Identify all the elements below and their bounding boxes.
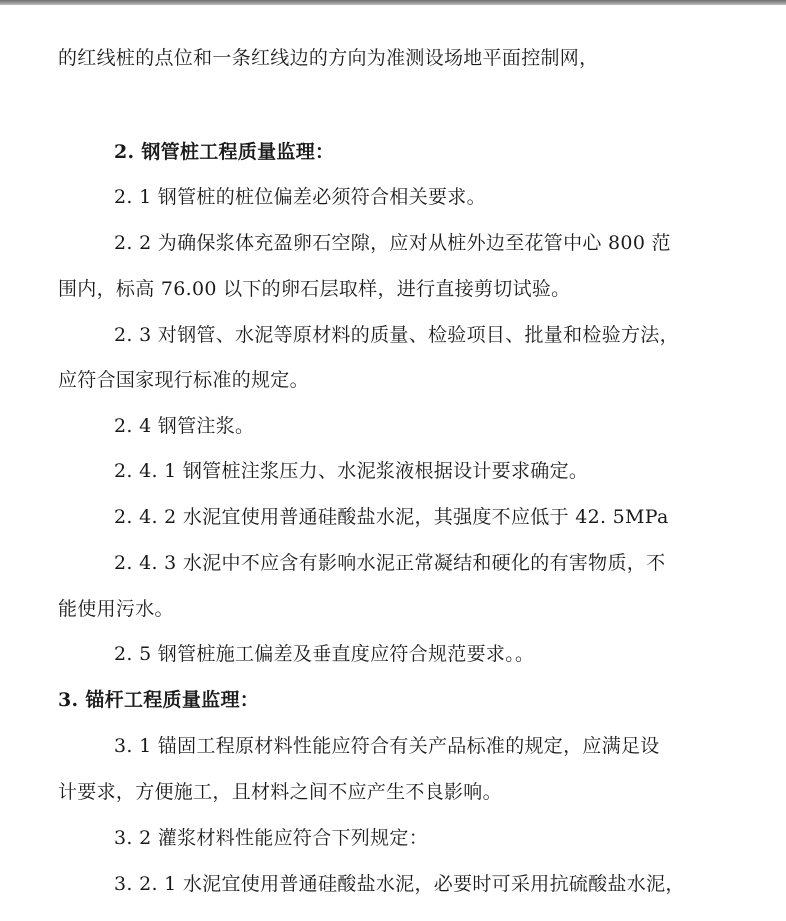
text-line-2-4-3: 2. 4. 3 水泥中不应含有影响水泥正常凝结和硬化的有害物质，不 bbox=[114, 552, 666, 574]
text-line-2-2-cont: 围内，标高 76.00 以下的卵石层取样，进行直接剪切试验。 bbox=[58, 278, 571, 300]
text-line-3-1-cont: 计要求，方便施工，且材料之间不应产生不良影响。 bbox=[58, 781, 502, 803]
section-heading-2: 2. 钢管桩工程质量监理： bbox=[114, 141, 335, 163]
section-heading-3: 3. 锚杆工程质量监理： bbox=[58, 689, 260, 711]
text-line-3-1: 3. 1 锚固工程原材料性能应符合有关产品标准的规定，应满足设 bbox=[114, 735, 660, 757]
text-line-3-2: 3. 2 灌浆材料性能应符合下列规定： bbox=[114, 827, 428, 849]
text-line-3-2-1: 3. 2. 1 水泥宜使用普通硅酸盐水泥，必要时可采用抗硫酸盐水泥， bbox=[114, 873, 685, 895]
text-line-1: 的红线桩的点位和一条红线边的方向为准测设场地平面控制网， bbox=[58, 47, 599, 69]
text-line-2-2: 2. 2 为确保浆体充盈卵石空隙，应对从桩外边至花管中心 800 范 bbox=[114, 232, 671, 254]
text-line-2-3-cont: 应符合国家现行标准的规定。 bbox=[58, 369, 309, 391]
text-line-2-4: 2. 4 钢管注浆。 bbox=[114, 415, 255, 437]
text-line-2-3: 2. 3 对钢管、水泥等原材料的质量、检验项目、批量和检验方法， bbox=[114, 324, 679, 346]
text-line-2-4-1: 2. 4. 1 钢管桩注浆压力、水泥浆液根据设计要求确定。 bbox=[114, 460, 589, 482]
text-line-2-4-3-cont: 能使用污水。 bbox=[58, 598, 174, 620]
text-line-2-5: 2. 5 钢管桩施工偏差及垂直度应符合规范要求。。 bbox=[114, 643, 535, 665]
text-line-2-4-2: 2. 4. 2 水泥宜使用普通硅酸盐水泥，其强度不应低于 42. 5MPa bbox=[114, 506, 669, 528]
text-line-2-1: 2. 1 钢管桩的桩位偏差必须符合相关要求。 bbox=[114, 186, 486, 208]
